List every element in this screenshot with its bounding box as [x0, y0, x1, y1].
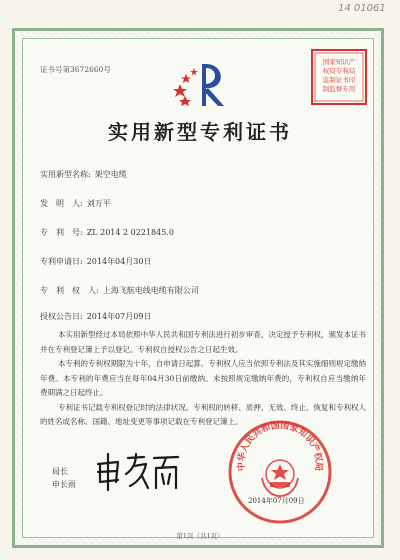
- field-label: 专 利 权 人:: [40, 286, 99, 295]
- director-title: 局长: [52, 467, 68, 476]
- field-value: ZL 2014 2 0221845.0: [86, 228, 174, 237]
- field-value: 刘万平: [86, 199, 111, 208]
- body-paragraph: 专利证书记载专利权登记时的法律状况。专利权的转移、质押、无效、终止、恢复和专利权人的姓名或名称、国籍、地址变更等事项记载在专利登记簿上。: [40, 402, 366, 426]
- field-row: [40, 256, 151, 267]
- svg-text:国家知识产: 国家知识产: [322, 58, 356, 66]
- svg-text:权局专利局: 权局专利局: [322, 67, 356, 75]
- director-signature: [92, 448, 182, 492]
- field-row: [40, 227, 174, 238]
- certificate-title: 实用新型专利证书: [108, 120, 292, 144]
- field-label: 专利申请日:: [40, 257, 83, 266]
- field-value: 2014年07月09日: [86, 312, 152, 321]
- seal-text: 中华人民共和国国家知识产权局: [236, 420, 324, 472]
- svg-text:中华人民共和国国家知识产权局: [235, 419, 325, 472]
- svg-text:制监督专用: 制监督专用: [322, 85, 356, 93]
- field-label: 实用新型名称:: [40, 170, 91, 179]
- field-row: [40, 169, 127, 180]
- director-name: 申长雨: [52, 480, 76, 489]
- field-value: 上海飞航电线电缆有限公司: [102, 286, 199, 295]
- official-seal-icon: [226, 418, 334, 526]
- printing-supervision-seal-icon: [310, 48, 368, 106]
- field-row: [40, 285, 199, 296]
- field-label: 授权公告日:: [40, 312, 83, 321]
- field-row: [40, 311, 151, 322]
- sipo-logo-icon: [170, 58, 230, 110]
- field-label: 专 利 号:: [40, 228, 83, 237]
- handwritten-note: 14 01061: [338, 3, 386, 14]
- certificate-body-text: [40, 328, 366, 430]
- field-value: 架空电缆: [94, 170, 127, 179]
- svg-text:监制证书印: 监制证书印: [322, 76, 356, 84]
- certificate-number: 证书号第3672660号: [40, 65, 111, 74]
- body-paragraph: 本专利的专利权期限为十年，自申请日起算。专利权人应当依照专利法及其实施细则规定缴纳年费。本专利的年费应当在每年04月30日前缴纳。未按照规定缴纳年费的，专利权自应当缴纳年费期满之日起终止。: [40, 359, 366, 397]
- signing-date: 2014年07月09日: [248, 497, 305, 505]
- page-number: 第1页（共1页）: [176, 532, 224, 540]
- field-label: 发 明 人:: [40, 199, 83, 208]
- field-value: 2014年04月30日: [86, 257, 152, 266]
- body-paragraph: 本实用新型经过本局依照中华人民共和国专利法进行初步审查，决定授予专利权，颁发本证书并在专利登记簿上予以登记。专利权自授权公告之日起生效。: [40, 330, 366, 354]
- field-row: [40, 198, 111, 209]
